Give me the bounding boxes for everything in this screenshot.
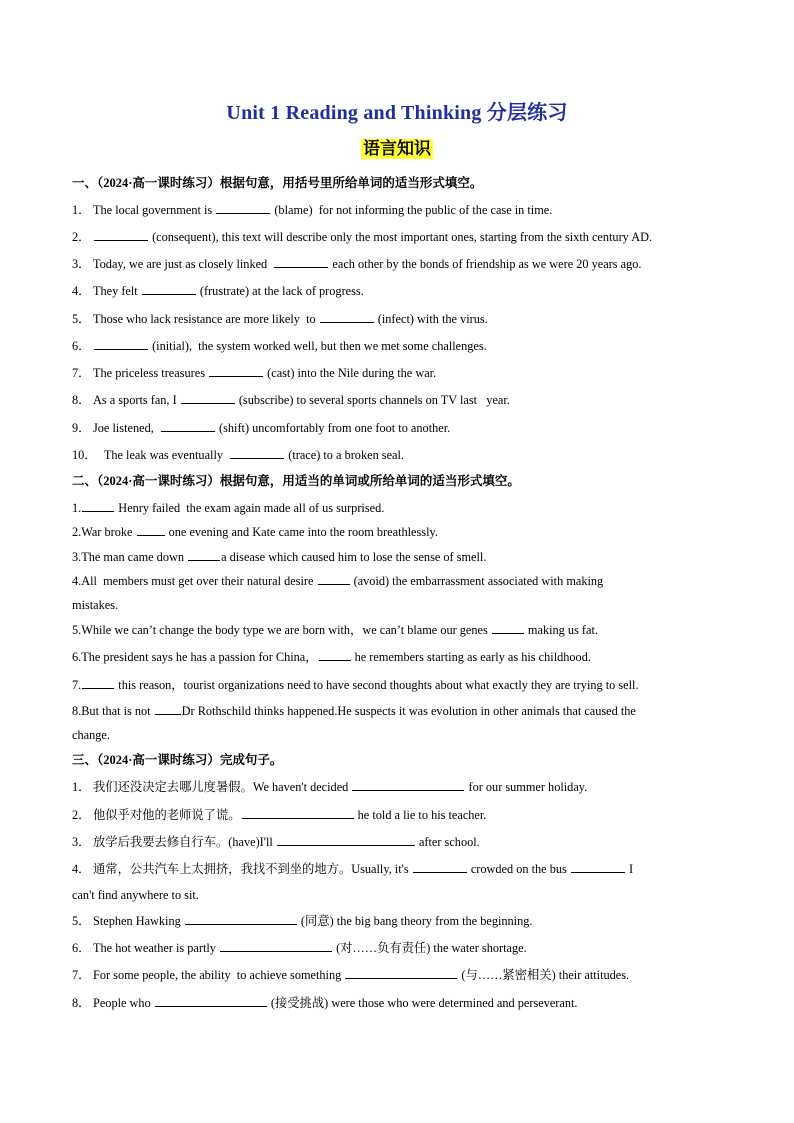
answer-blank[interactable] <box>319 649 351 661</box>
s3-item-4: 4． 通常，公共汽车上太拥挤，我找不到坐的地方。Usually, it's crowded on the bus I <box>72 862 634 876</box>
s1-item-4: 4． They felt (frustrate) at the lack of progress. <box>72 284 364 298</box>
answer-blank[interactable] <box>94 229 148 241</box>
s1-item-10: 10． The leak was eventually (trace) to a broken seal. <box>72 448 404 462</box>
answer-blank[interactable] <box>142 283 196 295</box>
s1-item-3: 3． Today, we are just as closely linked each other by the bonds of friendship as we were 20 years ago. <box>72 257 642 271</box>
answer-blank[interactable] <box>277 834 415 846</box>
page-title: Unit 1 Reading and Thinking 分层练习 <box>226 102 568 124</box>
answer-blank[interactable] <box>155 995 267 1007</box>
answer-blank[interactable] <box>181 392 235 404</box>
s2-item-5: 5.While we can’t change the body type we are born with，we can’t blame our genes making us fat. <box>72 623 598 637</box>
s2-item-1: 1. Henry failed the exam again made all of us surprised. <box>72 501 385 515</box>
section1-heading: 一、（2024·高一课时练习）根据句意，用括号里所给单词的适当形式填空。 <box>72 176 483 190</box>
s2-item-4: 4.All members must get over their natural desire (avoid) the embarrassment associated with making <box>72 574 604 588</box>
s3-item-6: 6． The hot weather is partly (对……负有责任) the water shortage. <box>72 941 527 955</box>
s2-item-2: 2.War broke one evening and Kate came into the room breathlessly. <box>72 525 438 539</box>
answer-blank[interactable] <box>320 311 374 323</box>
answer-blank[interactable] <box>413 861 467 873</box>
s1-item-8: 8． As a sports fan, I (subscribe) to several sports channels on TV last year. <box>72 393 510 407</box>
s1-item-6: 6． (initial), the system worked well, but then we met some challenges. <box>72 339 487 353</box>
s3-item-7: 7． For some people, the ability to achieve something (与……紧密相关) their attitudes. <box>72 968 630 982</box>
s1-item-1: 1． The local government is (blame) for not informing the public of the case in time. <box>72 203 553 217</box>
s2-item-8-cont: change. <box>72 728 110 742</box>
answer-blank[interactable] <box>352 779 464 791</box>
s3-item-1: 1． 我们还没决定去哪儿度暑假。We haven't decided for our summer holiday. <box>72 780 588 794</box>
answer-blank[interactable] <box>274 256 328 268</box>
s2-item-4-cont: mistakes. <box>72 598 119 612</box>
s3-item-2: 2． 他似乎对他的老师说了谎。 he told a lie to his teacher. <box>72 808 487 822</box>
s1-item-7: 7． The priceless treasures (cast) into the Nile during the war. <box>72 366 437 380</box>
s2-item-8: 8.But that is not Dr Rothschild thinks happened.He suspects it was evolution in other animals that caused the <box>72 704 636 718</box>
s2-item-3: 3.The man came down a disease which caused him to lose the sense of smell. <box>72 550 487 564</box>
answer-blank[interactable] <box>242 807 354 819</box>
answer-blank[interactable] <box>345 967 457 979</box>
answer-blank[interactable] <box>209 365 263 377</box>
s2-item-6: 6.The president says he has a passion for China， he remembers starting as early as his childhood. <box>72 650 591 664</box>
answer-blank[interactable] <box>216 202 270 214</box>
s3-item-8: 8． People who (接受挑战) were those who were determined and perseverant. <box>72 996 578 1010</box>
answer-blank[interactable] <box>188 549 220 561</box>
s1-item-5: 5． Those who lack resistance are more likely to (infect) with the virus. <box>72 312 488 326</box>
s1-item-2: 2． (consequent), this text will describe only the most important ones, starting from the sixth century AD. <box>72 230 653 244</box>
s3-item-4-cont: can't find anywhere to sit. <box>72 888 199 902</box>
s3-item-5: 5． Stephen Hawking (同意) the big bang theory from the beginning. <box>72 914 533 928</box>
answer-blank[interactable] <box>82 500 114 512</box>
answer-blank[interactable] <box>155 703 181 715</box>
section2-heading: 二、（2024·高一课时练习）根据句意，用适当的单词或所给单词的适当形式填空。 <box>72 474 520 488</box>
s3-item-3: 3． 放学后我要去修自行车。(have)I'll after school. <box>72 835 480 849</box>
answer-blank[interactable] <box>220 940 332 952</box>
answer-blank[interactable] <box>137 524 165 536</box>
answer-blank[interactable] <box>571 861 625 873</box>
s1-item-9: 9． Joe listened, (shift) uncomfortably from one foot to another. <box>72 421 451 435</box>
answer-blank[interactable] <box>185 913 297 925</box>
subtitle-wrap <box>0 139 794 159</box>
section3-heading: 三、（2024·高一课时练习）完成句子。 <box>72 753 283 767</box>
answer-blank[interactable] <box>161 420 215 432</box>
answer-blank[interactable] <box>318 573 350 585</box>
section-subtitle: 语言知识 <box>363 139 431 158</box>
answer-blank[interactable] <box>492 622 524 634</box>
answer-blank[interactable] <box>82 677 114 689</box>
s2-item-7: 7. this reason，tourist organizations need to have second thoughts about what exactly they are trying to sell. <box>72 678 639 692</box>
answer-blank[interactable] <box>230 447 284 459</box>
answer-blank[interactable] <box>94 338 148 350</box>
